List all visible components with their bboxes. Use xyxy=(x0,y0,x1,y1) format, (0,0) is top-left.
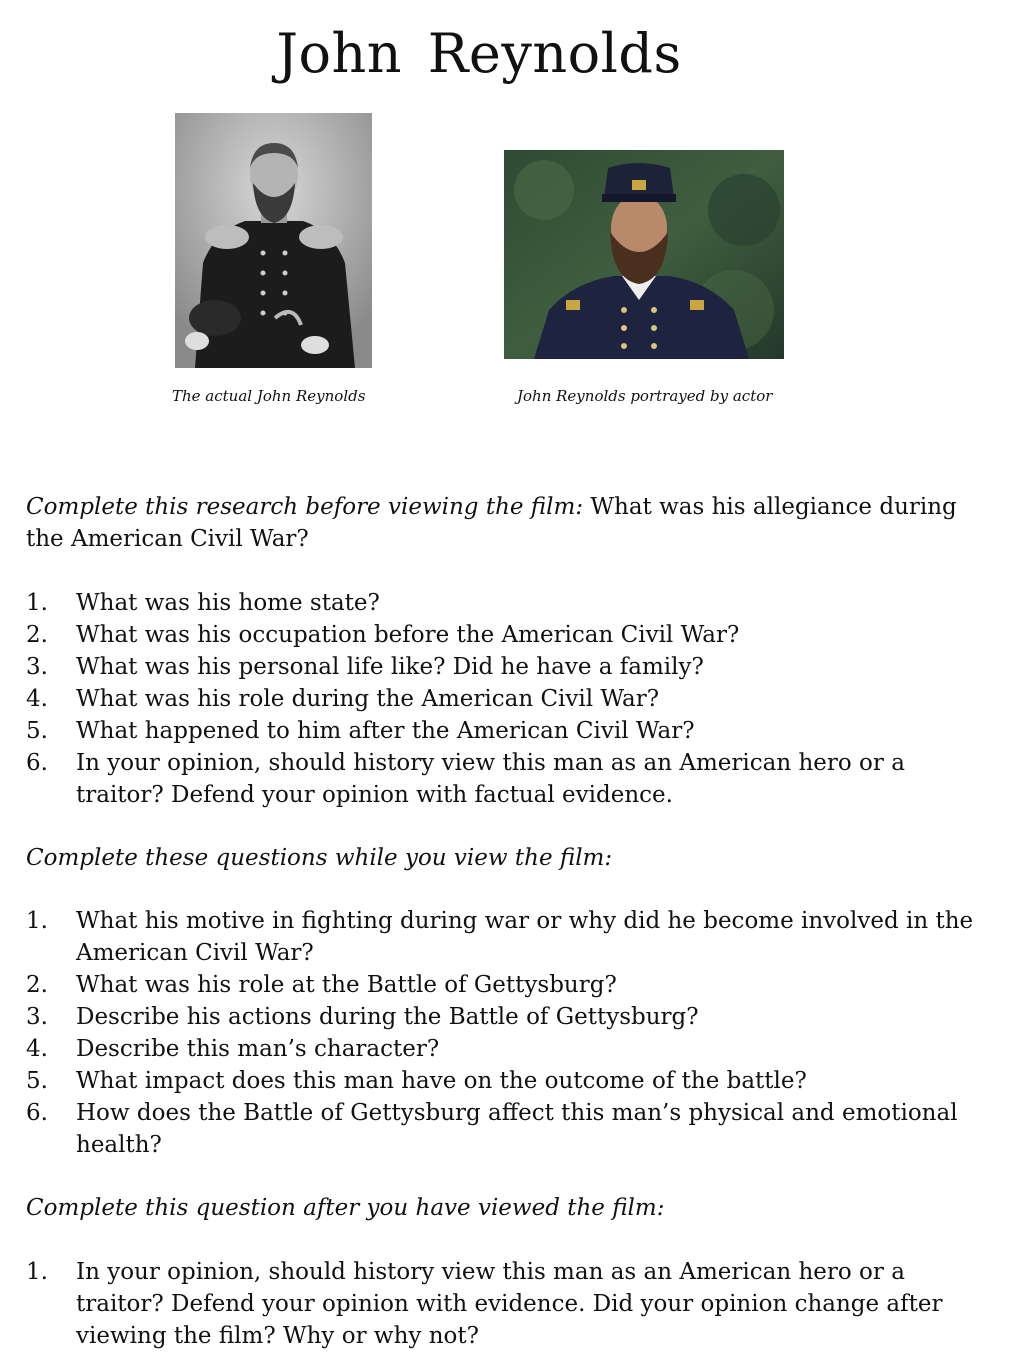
list-item xyxy=(26,747,976,811)
intro-text: What was his allegiance during the American Civil War? xyxy=(26,494,957,552)
question-text: Describe this man’s character? xyxy=(76,1036,440,1062)
actor-portrait-photo xyxy=(504,150,784,359)
question-text: What impact does this man have on the outcome of the battle? xyxy=(76,1068,807,1094)
caption-actual-photo: The actual John Reynolds xyxy=(172,387,366,405)
list-item xyxy=(26,1256,976,1352)
list-item xyxy=(26,651,976,683)
list-number: 1. xyxy=(26,590,48,616)
during-heading: Complete these questions while you view the film: xyxy=(26,845,613,871)
list-number: 3. xyxy=(26,654,48,680)
list-item xyxy=(26,1033,976,1065)
during-questions-list xyxy=(26,905,976,1161)
question-text: How does the Battle of Gettysburg affect this man’s physical and emotional health? xyxy=(76,1100,958,1158)
after-heading: Complete this question after you have viewed the film: xyxy=(26,1195,665,1221)
list-number: 2. xyxy=(26,622,48,648)
question-text: In your opinion, should history view this man as an American hero or a traitor? Defend your opinion with factual evidence. xyxy=(76,750,905,808)
list-item xyxy=(26,715,976,747)
list-number: 2. xyxy=(26,972,48,998)
list-item xyxy=(26,1001,976,1033)
question-text: Describe his actions during the Battle of Gettysburg? xyxy=(76,1004,699,1030)
question-text: What was his personal life like? Did he have a family? xyxy=(76,654,704,680)
question-text: What happened to him after the American Civil War? xyxy=(76,718,695,744)
before-questions-list xyxy=(26,587,976,811)
list-number: 6. xyxy=(26,1100,48,1126)
question-text: What was his role during the American Civil War? xyxy=(76,686,660,712)
list-item xyxy=(26,1097,976,1161)
question-text: What was his home state? xyxy=(76,590,380,616)
list-item xyxy=(26,1065,976,1097)
list-number: 1. xyxy=(26,908,48,934)
list-number: 5. xyxy=(26,718,48,744)
list-item xyxy=(26,969,976,1001)
intro-paragraph xyxy=(26,491,976,555)
question-text: What his motive in fighting during war or why did he become involved in the American Civil War? xyxy=(76,908,974,966)
caption-actor-photo: John Reynolds portrayed by actor xyxy=(517,387,773,405)
list-item xyxy=(26,683,976,715)
intro-label: Complete this research before viewing the film: xyxy=(26,494,584,520)
question-text: What was his occupation before the American Civil War? xyxy=(76,622,740,648)
list-item xyxy=(26,587,976,619)
list-item xyxy=(26,905,976,969)
list-item xyxy=(26,619,976,651)
historical-portrait-icon xyxy=(175,113,372,368)
question-text: In your opinion, should history view this man as an American hero or a traitor? Defend your opinion with evidence. Did your opinion change after viewing the film? Why or why not? xyxy=(76,1259,943,1349)
list-number: 1. xyxy=(26,1259,48,1285)
list-number: 4. xyxy=(26,686,48,712)
historical-portrait-photo xyxy=(175,113,372,368)
after-questions-list xyxy=(26,1256,976,1352)
list-number: 3. xyxy=(26,1004,48,1030)
list-number: 6. xyxy=(26,750,48,776)
page-title: John Reynolds xyxy=(276,22,682,85)
actor-portrait-icon xyxy=(504,150,784,359)
list-number: 5. xyxy=(26,1068,48,1094)
question-text: What was his role at the Battle of Gettysburg? xyxy=(76,972,617,998)
list-number: 4. xyxy=(26,1036,48,1062)
